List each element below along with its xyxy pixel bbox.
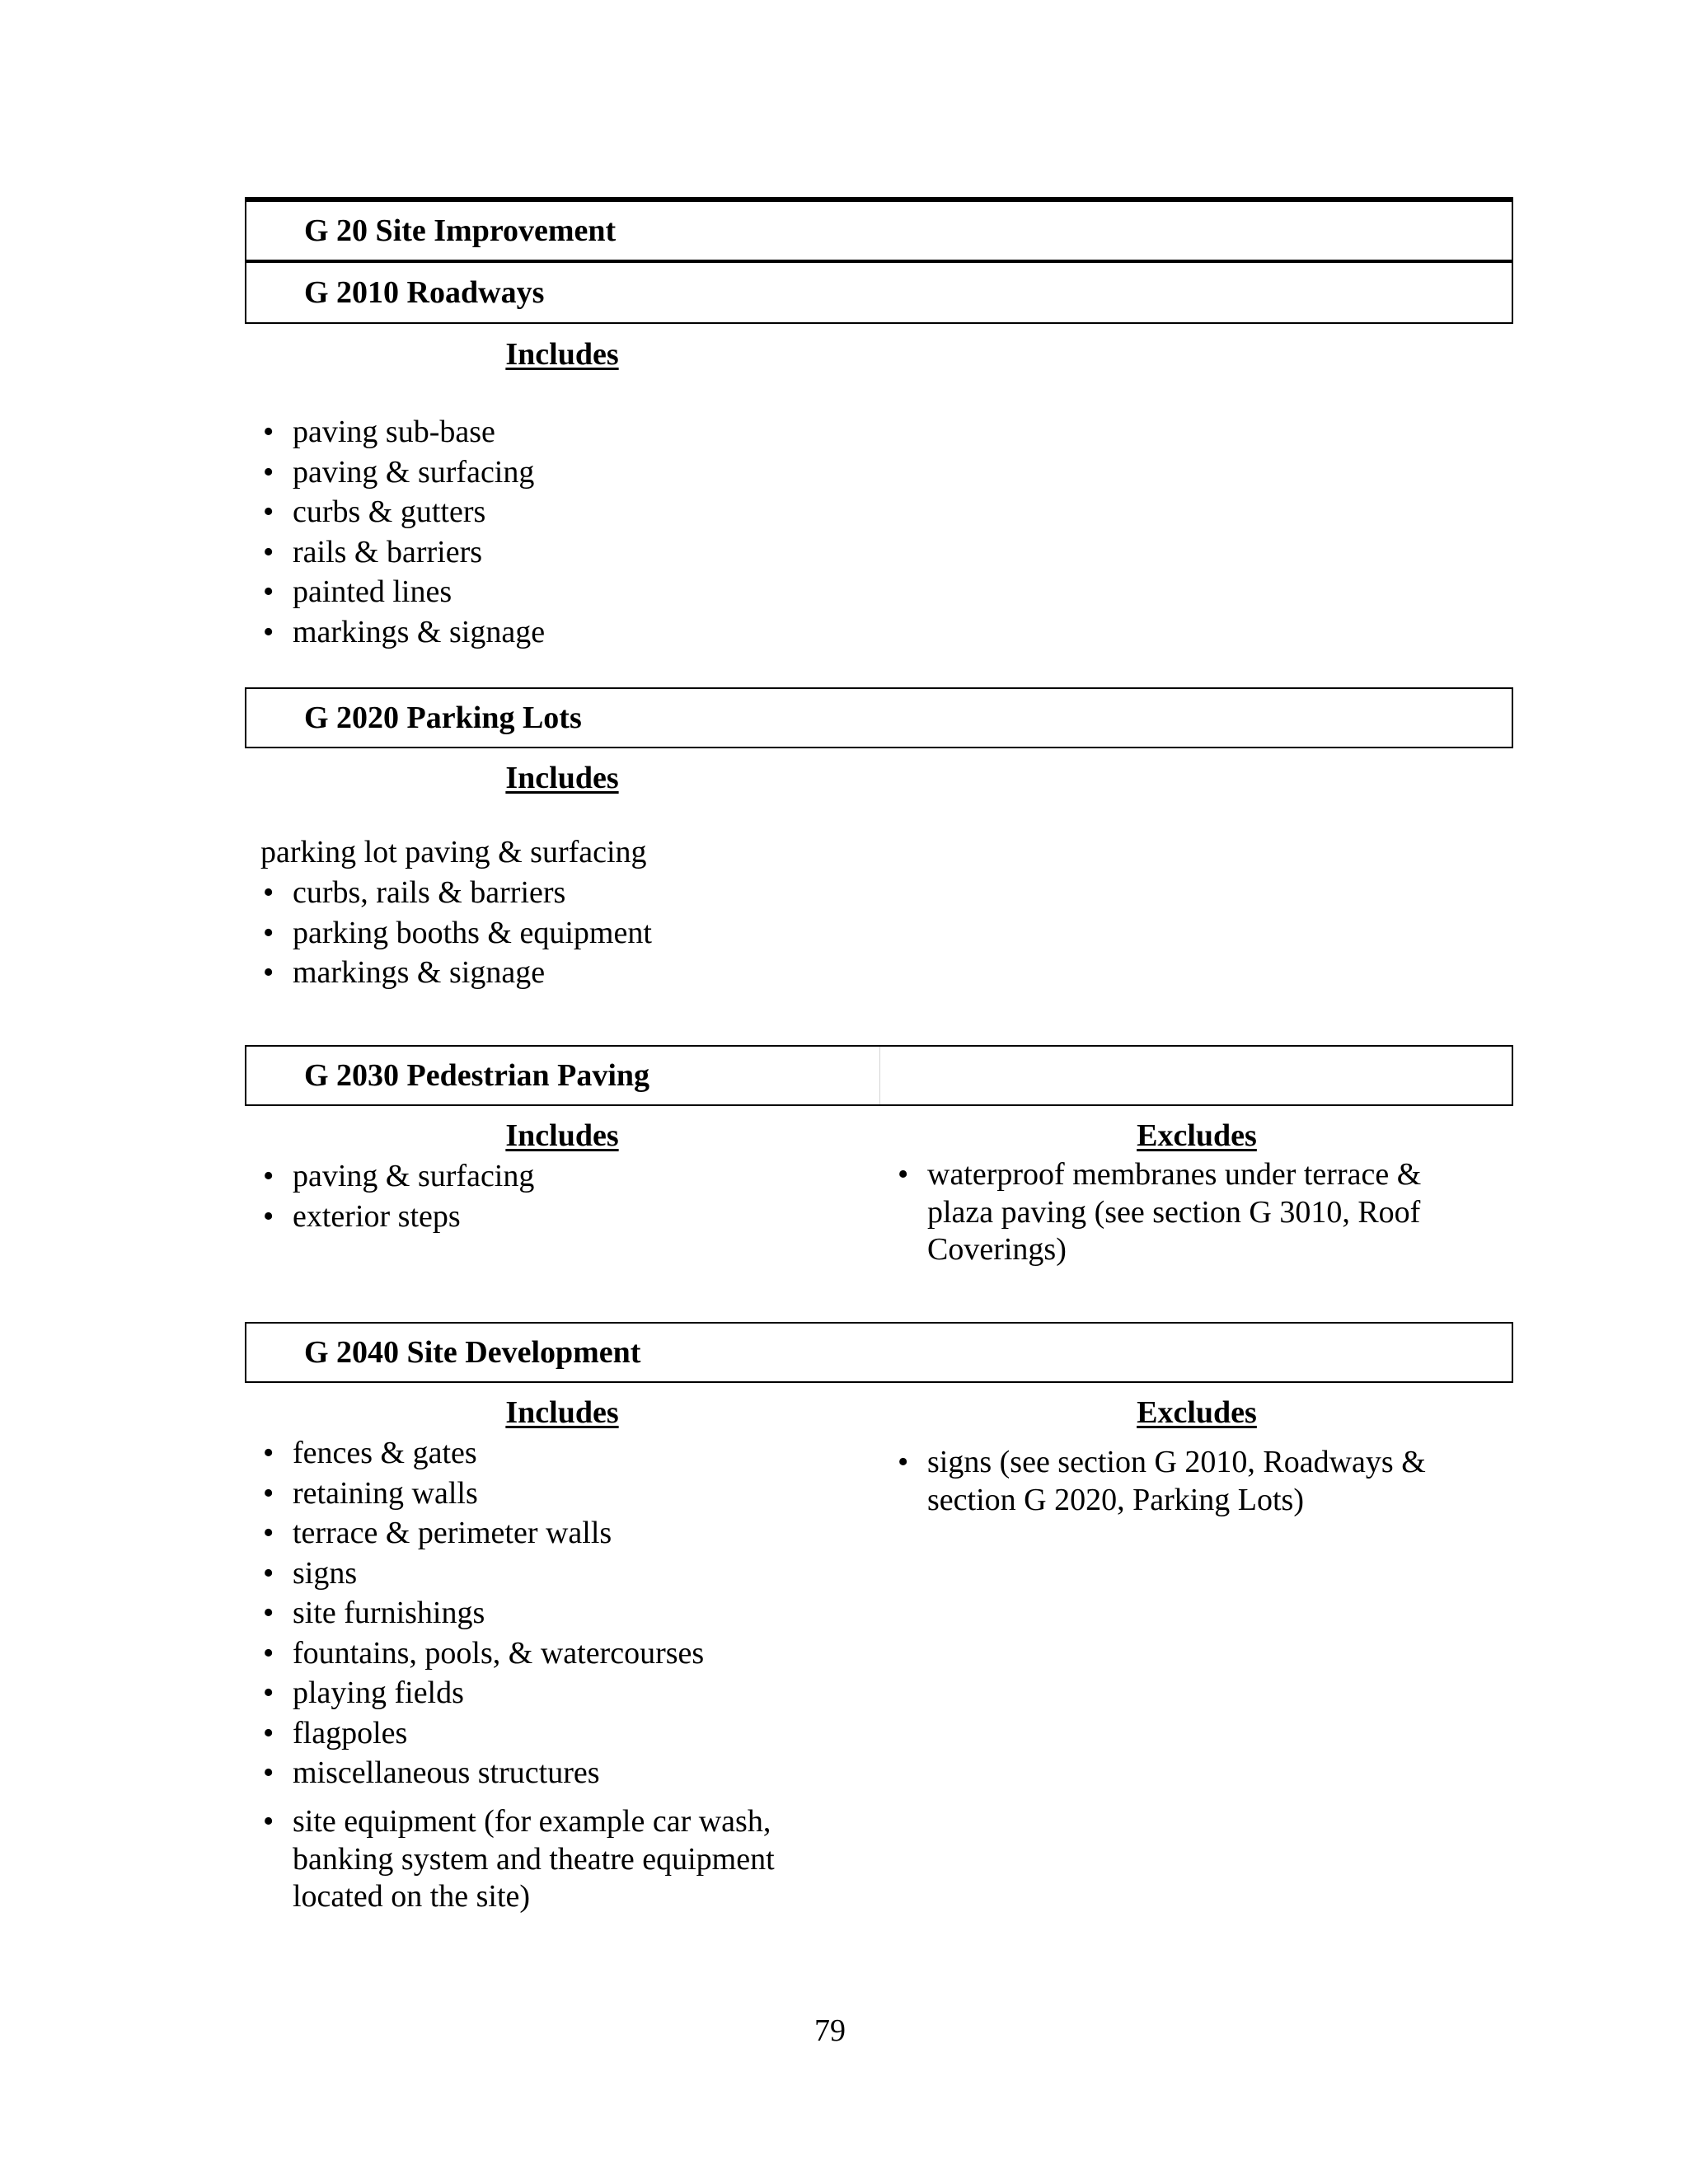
includes-heading-g2040: Includes xyxy=(505,1395,619,1430)
includes-heading-g2010: Includes xyxy=(505,337,619,372)
list-item: • waterproof membranes under terrace & plaza paving (see section G 3010, Roof Coverings) xyxy=(879,1156,1489,1269)
list-item: • site furnishings xyxy=(245,1593,704,1633)
list-item: • retaining walls xyxy=(245,1474,704,1514)
section-header-g2040 xyxy=(245,1322,1513,1383)
excludes-heading-g2040: Excludes xyxy=(1137,1395,1257,1430)
list-item: • curbs, rails & barriers xyxy=(245,873,652,913)
list-item: • playing fields xyxy=(245,1673,704,1713)
list-item: • signs (see section G 2010, Roadways & section G 2020, Parking Lots) xyxy=(879,1444,1489,1519)
includes-heading-g2020: Includes xyxy=(505,761,619,795)
includes-list-g2040-continued xyxy=(245,1803,855,1916)
section-header-g2010 xyxy=(245,261,1513,324)
list-item: • exterior steps xyxy=(245,1197,534,1237)
list-item: • site equipment (for example car wash, banking system and theatre equipment located on the site) xyxy=(245,1803,855,1916)
includes-list-g2020 xyxy=(245,873,652,993)
includes-list-g2040 xyxy=(245,1433,704,1793)
list-item: • curbs & gutters xyxy=(245,492,545,532)
list-item: • rails & barriers xyxy=(245,532,545,573)
section-title-g2010: G 2010 Roadways xyxy=(304,275,545,310)
section-title-g2030: G 2030 Pedestrian Paving xyxy=(304,1058,650,1093)
list-item: • markings & signage xyxy=(245,612,545,653)
excludes-heading-g2030: Excludes xyxy=(1137,1118,1257,1153)
list-item: • signs xyxy=(245,1554,704,1594)
section-header-g2030 xyxy=(245,1045,1513,1106)
header-column-divider xyxy=(879,1047,880,1104)
list-item: • paving & surfacing xyxy=(245,452,545,493)
section-title-g2040: G 2040 Site Development xyxy=(304,1335,641,1370)
section-header-g2020 xyxy=(245,687,1513,748)
list-item: • miscellaneous structures xyxy=(245,1753,704,1793)
list-item: • fences & gates xyxy=(245,1433,704,1474)
includes-list-g2010 xyxy=(245,412,545,652)
includes-list-g2030 xyxy=(245,1156,534,1236)
section-title-g2020: G 2020 Parking Lots xyxy=(304,701,582,735)
list-item: • painted lines xyxy=(245,572,545,612)
list-item: • markings & signage xyxy=(245,953,652,993)
excludes-list-g2030 xyxy=(879,1156,1489,1269)
list-item: • terrace & perimeter walls xyxy=(245,1513,704,1554)
list-item: • paving & surfacing xyxy=(245,1156,534,1197)
page-number: 79 xyxy=(814,2013,846,2048)
list-item: • parking booths & equipment xyxy=(245,913,652,954)
list-item: • paving sub-base xyxy=(245,412,545,452)
intro-text-g2020: parking lot paving & surfacing xyxy=(260,835,647,869)
section-header-g20 xyxy=(245,197,1513,261)
list-item: • flagpoles xyxy=(245,1713,704,1754)
section-title-g20: G 20 Site Improvement xyxy=(304,213,617,248)
list-item: • fountains, pools, & watercourses xyxy=(245,1633,704,1674)
includes-heading-g2030: Includes xyxy=(505,1118,619,1153)
excludes-list-g2040 xyxy=(879,1444,1489,1519)
